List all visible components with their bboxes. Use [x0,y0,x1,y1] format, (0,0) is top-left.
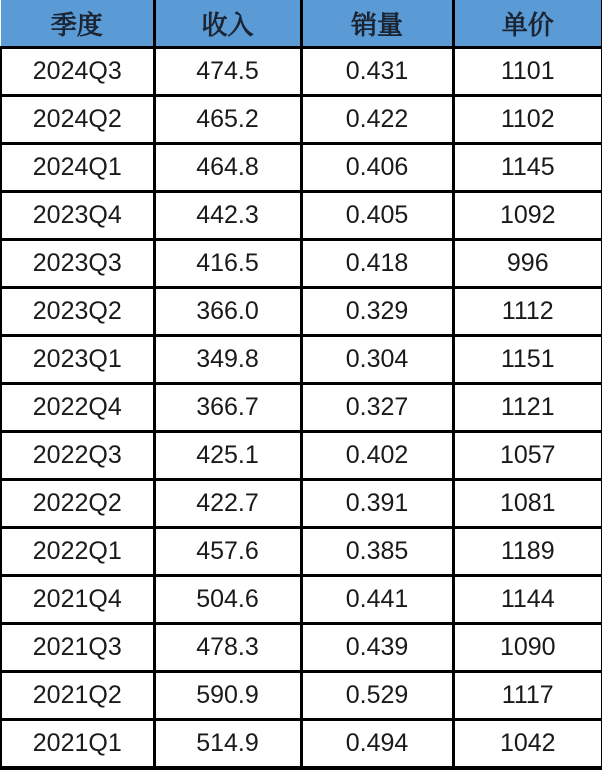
table-cell: 2023Q1 [1,335,154,383]
header-cell-revenue: 收入 [154,0,301,48]
table-cell: 366.7 [154,383,301,431]
table-cell: 0.431 [301,48,453,96]
table-cell: 2024Q3 [1,48,154,96]
table-cell: 504.6 [154,575,301,623]
header-cell-quarter: 季度 [1,0,154,48]
table-row [1,719,602,768]
header-cell-volume: 销量 [301,0,453,48]
table-cell: 1101 [453,48,602,96]
table-cell: 996 [453,239,602,287]
table-cell: 474.5 [154,48,301,96]
table-cell: 465.2 [154,95,301,143]
table-row [1,287,602,335]
table-cell: 0.405 [301,191,453,239]
table-row [1,479,602,527]
table-cell: 1081 [453,479,602,527]
table-cell: 0.327 [301,383,453,431]
table-cell: 2023Q3 [1,239,154,287]
table-cell: 1145 [453,143,602,191]
table-cell: 2021Q2 [1,671,154,719]
table-cell: 1117 [453,671,602,719]
table-cell: 0.422 [301,95,453,143]
table-cell: 2021Q3 [1,623,154,671]
table-row [1,191,602,239]
table-cell: 0.406 [301,143,453,191]
table-cell: 1112 [453,287,602,335]
table-row [1,95,602,143]
table-cell: 2022Q2 [1,479,154,527]
table-row [1,671,602,719]
header-cell-price: 单价 [453,0,602,48]
table-cell: 442.3 [154,191,301,239]
table-cell: 416.5 [154,239,301,287]
table-cell: 0.439 [301,623,453,671]
table-cell: 0.402 [301,431,453,479]
table-cell: 1090 [453,623,602,671]
table-cell: 0.385 [301,527,453,575]
table-cell: 478.3 [154,623,301,671]
table-cell: 2023Q4 [1,191,154,239]
table-cell: 514.9 [154,719,301,768]
table-row [1,383,602,431]
table-cell: 1102 [453,95,602,143]
table-cell: 1151 [453,335,602,383]
table-row [1,335,602,383]
table-cell: 0.494 [301,719,453,768]
table-cell: 0.391 [301,479,453,527]
table-cell: 0.529 [301,671,453,719]
table-row [1,48,602,96]
table-cell: 1144 [453,575,602,623]
table-row [1,239,602,287]
table-cell: 2023Q2 [1,287,154,335]
table-cell: 425.1 [154,431,301,479]
table-cell: 2024Q1 [1,143,154,191]
table-row [1,527,602,575]
table-cell: 1057 [453,431,602,479]
table-cell: 1121 [453,383,602,431]
table-cell: 2022Q4 [1,383,154,431]
table-cell: 422.7 [154,479,301,527]
table-cell: 366.0 [154,287,301,335]
table-header-row [1,0,602,48]
table-cell: 2024Q2 [1,95,154,143]
table-cell: 1092 [453,191,602,239]
table-cell: 0.441 [301,575,453,623]
table-cell: 0.418 [301,239,453,287]
table-cell: 464.8 [154,143,301,191]
table-row [1,575,602,623]
table-row [1,431,602,479]
table-cell: 1189 [453,527,602,575]
table-cell: 2021Q1 [1,719,154,768]
table-cell: 2022Q3 [1,431,154,479]
table-cell: 1042 [453,719,602,768]
table-row [1,623,602,671]
table-cell: 349.8 [154,335,301,383]
table-cell: 590.9 [154,671,301,719]
table-cell: 0.304 [301,335,453,383]
table-cell: 2021Q4 [1,575,154,623]
table-cell: 2022Q1 [1,527,154,575]
table-cell: 0.329 [301,287,453,335]
table-cell: 457.6 [154,527,301,575]
table-row [1,143,602,191]
